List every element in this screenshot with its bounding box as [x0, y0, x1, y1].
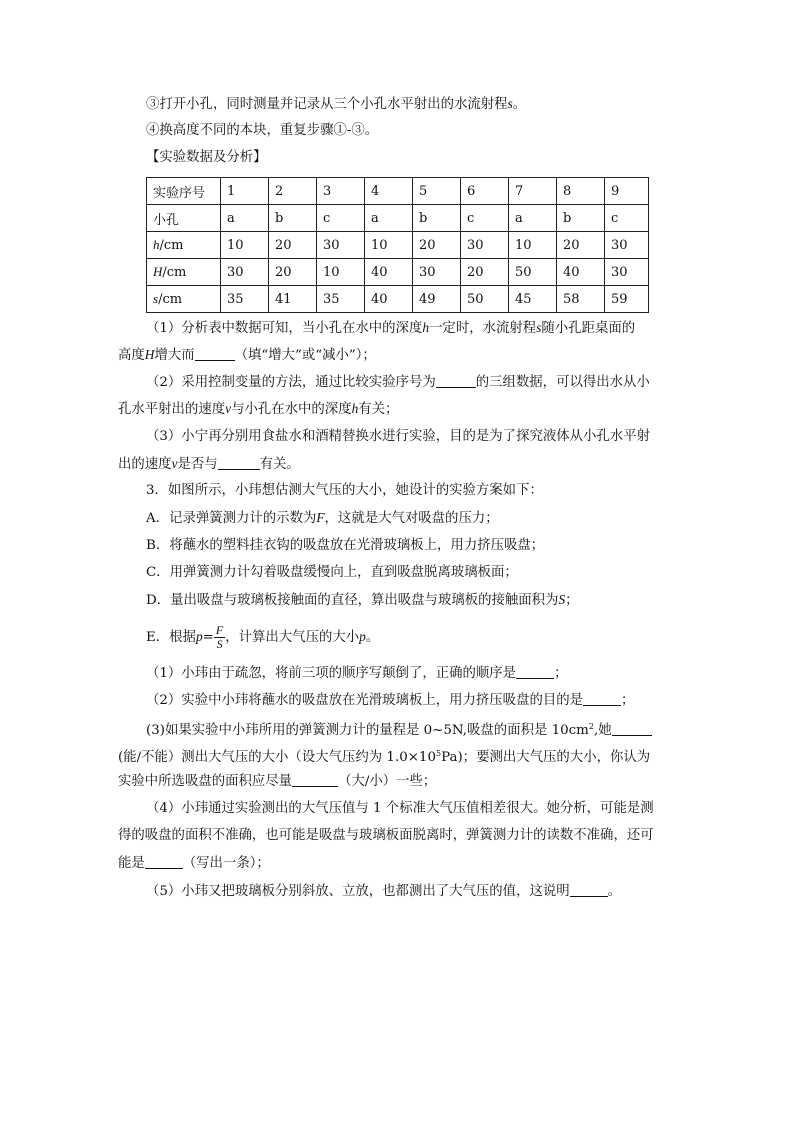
var-h: h: [422, 320, 430, 335]
table-row: [147, 205, 649, 232]
table-cell: 20: [461, 259, 509, 286]
table-header-cell: 4: [365, 178, 413, 205]
table-row-label: 小孔: [147, 205, 221, 232]
table-cell: 45: [509, 286, 557, 313]
table-cell: 10: [221, 232, 269, 259]
table-row-label: [147, 286, 221, 313]
var-s: s: [153, 291, 159, 306]
table-header-cell: 5: [413, 178, 461, 205]
text: 出的速度: [118, 457, 172, 472]
text: 有关。: [259, 457, 300, 472]
table-cell: 35: [221, 286, 269, 313]
q3-step-B: B．将蘸水的塑料挂衣钩的吸盘放在光滑玻璃板上，用力挤压吸盘；: [146, 538, 545, 553]
text: 随小孔距桌面的: [541, 321, 636, 336]
table-cell: a: [365, 205, 413, 232]
text: ，这就是大气对吸盘的压力；: [324, 511, 499, 526]
q3-step-E: [146, 624, 379, 651]
table-cell: 59: [605, 286, 649, 313]
text: ；: [621, 693, 635, 708]
table-cell: c: [605, 205, 649, 232]
superscript: 5: [435, 749, 442, 758]
table-cell: a: [221, 205, 269, 232]
answer-blank[interactable]: [436, 374, 476, 388]
var-H: H: [144, 347, 155, 362]
table-cell: 40: [557, 259, 605, 286]
table-cell: 30: [605, 232, 649, 259]
text: 增大而: [154, 348, 195, 363]
q3-step-A: [146, 510, 499, 527]
text: (能/不能）测出大气压的大小（设大气压约为 1.0×10: [118, 750, 436, 765]
var-p: p: [195, 629, 203, 644]
var-v: v: [225, 401, 232, 416]
answer-blank[interactable]: [583, 692, 621, 706]
table-cell: 30: [461, 232, 509, 259]
text: E．根据: [146, 630, 196, 645]
var-h: h: [153, 237, 160, 252]
table-cell: c: [461, 205, 509, 232]
text: （2）实验中小玮将蘸水的吸盘放在光滑玻璃板上，用力挤压吸盘的目的是: [146, 693, 584, 708]
text: （1）小玮由于疏忽，将前三项的顺序写颠倒了，正确的顺序是: [146, 666, 517, 681]
text: (3)如果实验中小玮所用的弹簧测力计的量程是 0~5N,吸盘的面积是 10cm: [146, 723, 589, 738]
q2-part2-line1: [146, 374, 650, 391]
answer-blank[interactable]: [612, 722, 652, 736]
table-header-cell: 3: [317, 178, 365, 205]
table-cell: c: [317, 205, 365, 232]
data-table: [146, 177, 649, 313]
table-cell: 20: [269, 232, 317, 259]
q3-step-D: [146, 592, 579, 609]
table-row: [147, 286, 649, 313]
fraction-numerator: F: [215, 623, 224, 637]
q3-sub1: [146, 665, 567, 682]
text: 。: [365, 630, 380, 645]
table-header-cell: 实验序号: [147, 178, 221, 205]
answer-blank[interactable]: [516, 665, 554, 679]
answer-blank[interactable]: [570, 883, 608, 897]
text: ；: [554, 666, 568, 681]
table-cell: 41: [269, 286, 317, 313]
unit-label: /cm: [159, 238, 184, 253]
q2-part3-line1: （3）小宁再分别用食盐水和酒精替换水进行实验，目的是为了探究液体从小孔水平射: [146, 429, 650, 444]
text: D．量出吸盘与玻璃板接触面的直径，算出吸盘与玻璃板的接触面积为: [146, 593, 559, 608]
text: 一定时，水流射程: [429, 321, 537, 336]
q3-sub3-line2: [118, 746, 650, 766]
q3-sub4-line2: 得的吸盘的面积不准确，也可能是吸盘与玻璃板面脱离时，弹簧测力计的读数不准确，还可: [118, 828, 654, 843]
table-header-cell: 7: [509, 178, 557, 205]
table-cell: 50: [509, 259, 557, 286]
text: （5）小玮又把玻璃板分别斜放、立放，也都测出了大气压的值，这说明: [146, 884, 570, 899]
table-header-cell: 8: [557, 178, 605, 205]
text: 实验中所选吸盘的面积应尽量: [118, 774, 293, 789]
step-4-line: ④换高度不同的本块，重复步骤①-③。: [146, 123, 379, 138]
table-header-cell: 1: [221, 178, 269, 205]
text: ；: [565, 593, 579, 608]
table-cell: 40: [365, 259, 413, 286]
var-s: s: [536, 320, 542, 335]
q3-sub4-line3: [118, 855, 270, 872]
text: 。: [607, 884, 622, 899]
text: 孔水平射出的速度: [118, 402, 226, 417]
var-s: s: [507, 96, 513, 111]
text: ，计算出大气压的大小: [225, 630, 360, 645]
text: （1）分析表中数据可知，当小孔在水中的深度: [146, 321, 423, 336]
q2-part1-line2: [118, 347, 376, 364]
table-row-label: [147, 259, 221, 286]
table-cell: 50: [461, 286, 509, 313]
table-cell: b: [557, 205, 605, 232]
text: 有关；: [358, 402, 399, 417]
table-cell: 20: [557, 232, 605, 259]
text: 与小孔在水中的深度: [231, 402, 352, 417]
table-row: [147, 259, 649, 286]
table-cell: 10: [365, 232, 413, 259]
q3-sub5: [146, 883, 621, 900]
answer-blank[interactable]: [292, 773, 338, 787]
q2-part1-line1: [146, 320, 635, 337]
table-cell: 40: [365, 286, 413, 313]
text: （2）采用控制变量的方法，通过比较实验序号为: [146, 375, 436, 390]
table-cell: 58: [557, 286, 605, 313]
table-cell: 10: [317, 259, 365, 286]
table-cell: 10: [509, 232, 557, 259]
table-header-cell: 9: [605, 178, 649, 205]
var-h: h: [351, 401, 359, 416]
text: Pa)；要测出大气压的大小，你认为: [441, 750, 651, 765]
table-cell: 30: [413, 259, 461, 286]
table-row: [147, 232, 649, 259]
table-cell: a: [509, 205, 557, 232]
unit-label: /cm: [158, 292, 183, 307]
text: ,她: [593, 723, 612, 738]
table-row-label: [147, 232, 221, 259]
text: 是否与: [177, 457, 218, 472]
step-3-line: [146, 96, 526, 113]
table-cell: 35: [317, 286, 365, 313]
step-3-suffix: 。: [512, 97, 527, 112]
answer-blank[interactable]: [195, 347, 235, 361]
table-header-row: [147, 178, 649, 205]
text: 高度: [118, 348, 145, 363]
table-cell: 20: [413, 232, 461, 259]
equals-sign: =: [202, 630, 214, 645]
fraction-denominator: S: [216, 637, 223, 651]
var-v: v: [171, 456, 178, 471]
table-cell: 30: [221, 259, 269, 286]
var-F: F: [316, 510, 325, 525]
q2-part3-line2: [118, 456, 300, 473]
text: （填“增大”或“减小”）；: [234, 348, 376, 363]
var-H: H: [153, 264, 163, 279]
unit-label: /cm: [162, 265, 187, 280]
var-S: S: [558, 592, 566, 607]
fraction-F-over-S: [214, 624, 225, 651]
superscript: 2: [588, 722, 594, 731]
q3-sub2: [146, 692, 634, 709]
answer-blank[interactable]: [145, 855, 183, 869]
text: 能是: [118, 856, 145, 871]
table-cell: 30: [317, 232, 365, 259]
q3-intro: 3．如图所示，小玮想估测大气压的大小，她设计的实验方案如下：: [146, 483, 543, 498]
text: A．记录弹簧测力计的示数为: [146, 511, 317, 526]
table-header-cell: 6: [461, 178, 509, 205]
table-cell: 49: [413, 286, 461, 313]
q2-part2-line2: [118, 401, 398, 418]
table-cell: 20: [269, 259, 317, 286]
q3-sub3-line1: [146, 719, 652, 739]
table-header-cell: 2: [269, 178, 317, 205]
text: （大/小）一些；: [338, 774, 437, 789]
answer-blank[interactable]: [218, 456, 260, 470]
q3-step-C: C．用弹簧测力计勾着吸盘缓慢向上，直到吸盘脱离玻璃板面；: [146, 565, 518, 580]
q3-sub3-line3: [118, 773, 436, 790]
var-p: p: [359, 629, 366, 644]
table-cell: b: [269, 205, 317, 232]
q3-sub4-line1: （4）小玮通过实验测出的大气压值与 1 个标准大气压值相差很大。她分析，可能是测: [146, 801, 654, 816]
step-3-text: ③打开小孔，同时测量并记录从三个小孔水平射出的水流射程: [146, 97, 508, 112]
table-cell: b: [413, 205, 461, 232]
section-title: 【实验数据及分析】: [146, 150, 267, 165]
table-cell: 30: [605, 259, 649, 286]
text: 的三组数据，可以得出水从小: [475, 375, 650, 390]
text: （写出一条）；: [182, 856, 270, 871]
